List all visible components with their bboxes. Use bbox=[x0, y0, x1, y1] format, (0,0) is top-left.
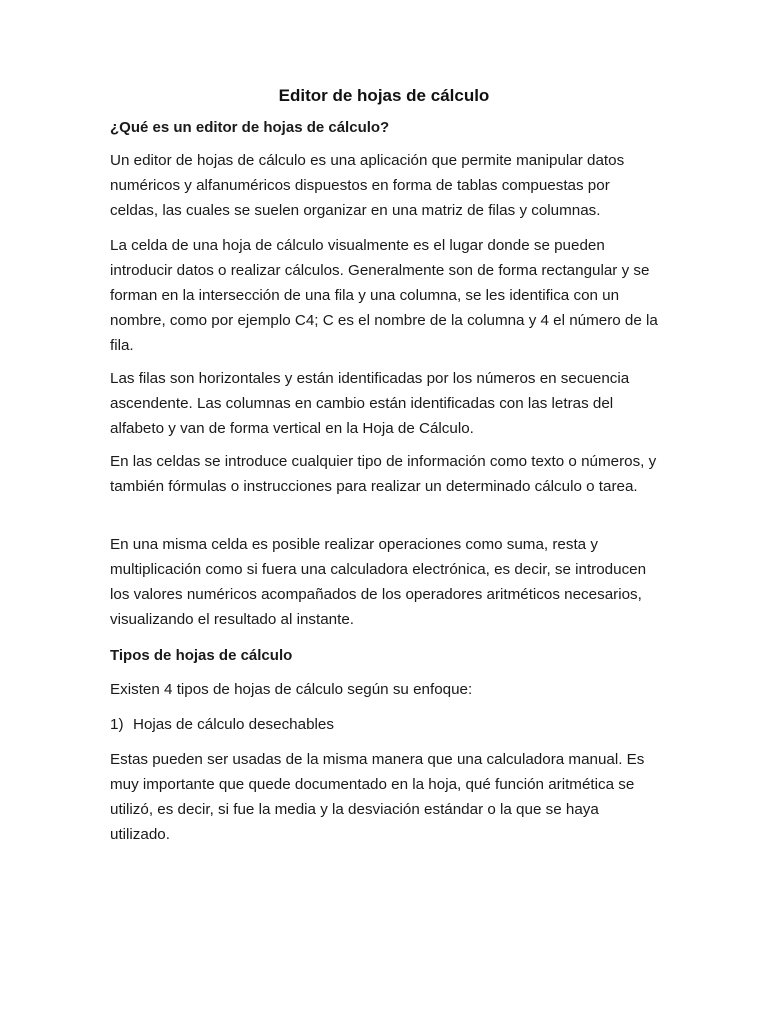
paragraph-cell: La celda de una hoja de cálculo visualmente es el lugar donde se pueden introducir datos o realizar cálculos. Generalmente son de forma rectangular y se forman en la intersección de una fila y una columna, se les identifica con un nombre, como por ejemplo C4; C es el nombre de la columna y 4 el número de la fila. bbox=[110, 237, 658, 354]
paragraph-operations: En una misma celda es posible realizar operaciones como suma, resta y multiplicación como si fuera una calculadora electrónica, es decir, se introducen los valores numéricos acompañados de los operadores aritméticos necesarios, visualizando el resultado al instante. bbox=[110, 536, 647, 628]
list-item-label: Hojas de cálculo desechables bbox=[133, 716, 334, 733]
paragraph-rows-columns: Las filas son horizontales y están identificadas por los números en secuencia ascendente. Las columnas en cambio están identificadas con las letras del alfabeto y van de forma vertical en la Hoja de Cálculo. bbox=[110, 370, 630, 437]
paragraph-definition: Un editor de hojas de cálculo es una aplicación que permite manipular datos numéricos y alfanuméricos dispuestos en forma de tablas compuestas por celdas, las cuales se suelen organizar en una matriz de filas y columnas. bbox=[110, 152, 625, 219]
paragraph-types-intro: Existen 4 tipos de hojas de cálculo según su enfoque: bbox=[110, 681, 473, 698]
paragraph-disposable-sheets: Estas pueden ser usadas de la misma manera que una calculadora manual. Es muy importante que quede documentado en la hoja, qué función aritmética se utilizó, es decir, si fue la media y la desviación estándar o la que se haya utilizado. bbox=[110, 751, 645, 843]
section-heading-what-is: ¿Qué es un editor de hojas de cálculo? bbox=[110, 119, 390, 136]
list-item bbox=[110, 712, 662, 737]
list-item-number: 1) bbox=[110, 716, 124, 733]
page-title: Editor de hojas de cálculo bbox=[278, 86, 490, 105]
paragraph-cell-content: En las celdas se introduce cualquier tipo de información como texto o números, y también fórmulas o instrucciones para realizar un determinado cálculo o tarea. bbox=[110, 453, 657, 495]
section-heading-types: Tipos de hojas de cálculo bbox=[110, 647, 293, 664]
